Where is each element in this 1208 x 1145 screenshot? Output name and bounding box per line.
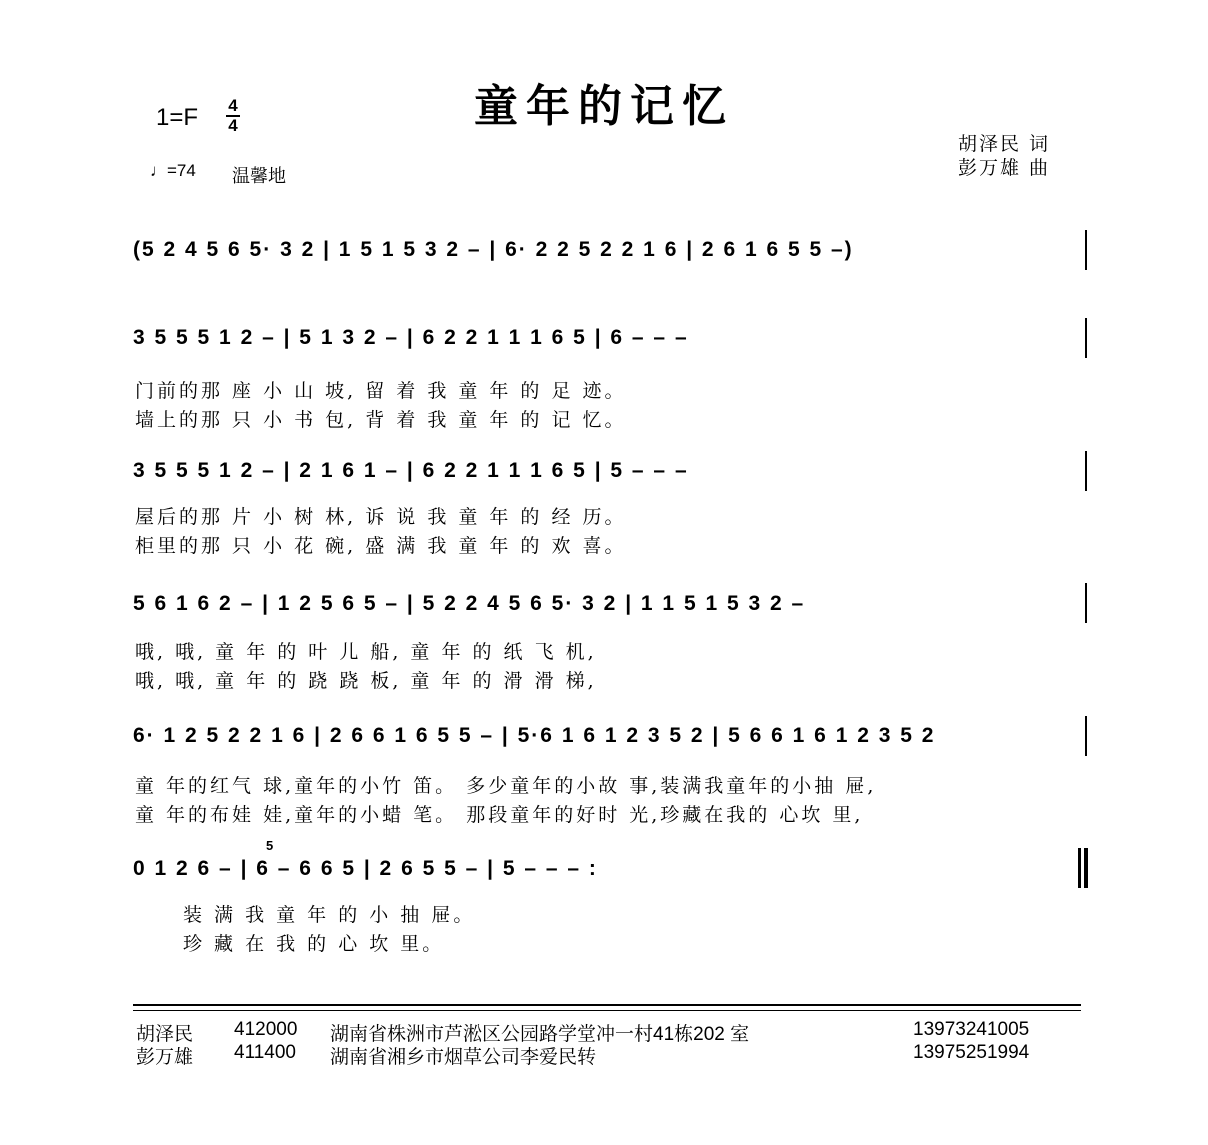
- lyric-line-3-verse-2: 柜里的那 只 小 花 碗, 盛 满 我 童 年 的 欢 喜。: [135, 535, 627, 557]
- footer-postcode: 412000: [234, 1019, 298, 1040]
- footer-postcode: 411400: [234, 1042, 296, 1063]
- lyric-line-5-verse-2: 童 年的布娃 娃,童年的小蜡 笔。 那段童年的好时 光,珍藏在我的 心坎 里,: [135, 804, 864, 826]
- score-system-5: 6· 1 2 5 2 2 1 6 | 2 6 6 1 6 5 5 – | 5·6 1 6 1 2 3 5 2 | 5 6 6 1 6 1 2 3 5 2: [133, 724, 936, 747]
- score-system-2: 3 5 5 5 1 2 – | 5 1 3 2 – | 6 2 2 1 1 1 6 5 | 6 – – –: [133, 326, 689, 349]
- system-end-barline: [1085, 583, 1087, 623]
- repeat-end-barline-thick: [1084, 848, 1088, 888]
- score-system-6: 0 1 2 6 – | 6 – 6 6 5 | 2 6 5 5 – | 5 – – – :: [133, 857, 598, 880]
- grace-note: 5: [266, 838, 274, 853]
- lyricist-credit: 胡泽民 词: [958, 133, 1051, 155]
- lyric-line-2-verse-2: 墙上的那 只 小 书 包, 背 着 我 童 年 的 记 忆。: [135, 409, 627, 431]
- footer-name: 胡泽民: [136, 1024, 194, 1045]
- system-end-barline: [1085, 318, 1087, 358]
- score-system-3: 3 5 5 5 1 2 – | 2 1 6 1 – | 6 2 2 1 1 1 6 5 | 5 – – –: [133, 459, 689, 482]
- score-system-1: (5 2 4 5 6 5· 3 2 | 1 5 1 5 3 2 – | 6· 2 2 5 2 2 1 6 | 2 6 1 6 5 5 –): [133, 238, 854, 261]
- footer-address: 湖南省湘乡市烟草公司李爱民转: [330, 1047, 597, 1068]
- footer-rule-top: [133, 1004, 1081, 1006]
- tempo-marking: ♩=74: [150, 161, 196, 180]
- lyric-line-5-verse-1: 童 年的红气 球,童年的小竹 笛。 多少童年的小故 事,装满我童年的小抽 屉,: [135, 775, 877, 797]
- song-title: 童年的记忆: [474, 81, 734, 132]
- time-signature-top: 4: [228, 96, 238, 115]
- lyric-line-3-verse-1: 屋后的那 片 小 树 林, 诉 说 我 童 年 的 经 历。: [135, 506, 627, 528]
- time-signature: [226, 98, 240, 134]
- system-end-barline: [1085, 451, 1087, 491]
- key-signature: 1=F: [156, 104, 199, 131]
- footer-phone: 13975251994: [913, 1042, 1030, 1063]
- lyric-line-4-verse-2: 哦, 哦, 童 年 的 跷 跷 板, 童 年 的 滑 滑 梯,: [135, 670, 597, 692]
- system-end-barline: [1085, 716, 1087, 756]
- footer-rule-bottom: [133, 1010, 1081, 1011]
- score-system-4: 5 6 1 6 2 – | 1 2 5 6 5 – | 5 2 2 4 5 6 5· 3 2 | 1 1 5 1 5 3 2 –: [133, 592, 806, 615]
- footer-phone: 13973241005: [913, 1019, 1030, 1040]
- repeat-end-barline-thin: [1078, 848, 1081, 888]
- footer-address: 湖南省株洲市芦淞区公园路学堂冲一村41栋202 室: [330, 1024, 750, 1045]
- lyric-line-6-verse-1: 装 满 我 童 年 的 小 抽 屉。: [183, 904, 476, 926]
- composer-credit: 彭万雄 曲: [958, 157, 1051, 179]
- footer-name: 彭万雄: [136, 1047, 194, 1068]
- system-end-barline: [1085, 230, 1087, 270]
- lyric-line-4-verse-1: 哦, 哦, 童 年 的 叶 儿 船, 童 年 的 纸 飞 机,: [135, 641, 597, 663]
- lyric-line-2-verse-1: 门前的那 座 小 山 坡, 留 着 我 童 年 的 足 迹。: [135, 380, 627, 402]
- lyric-line-6-verse-2: 珍 藏 在 我 的 心 坎 里。: [183, 933, 445, 955]
- time-signature-bottom: 4: [228, 116, 238, 135]
- expression-marking: 温馨地: [232, 166, 286, 186]
